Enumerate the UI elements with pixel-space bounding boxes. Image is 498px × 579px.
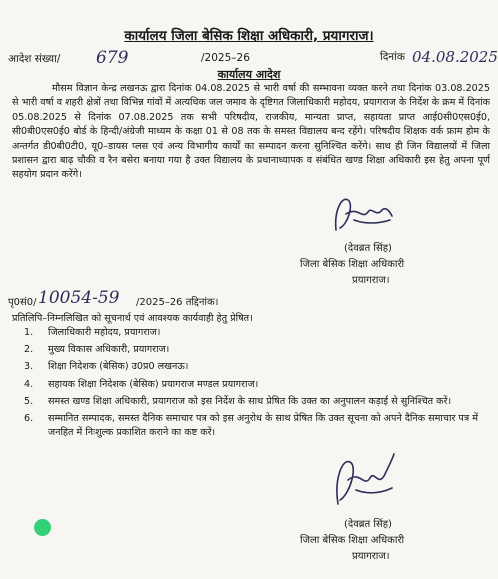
memo-reference-row bbox=[8, 288, 494, 310]
order-number-label: आदेश संख्या/ bbox=[8, 53, 61, 65]
signatory-place: प्रयागराज। bbox=[352, 275, 390, 286]
order-heading: कार्यालय आदेश bbox=[217, 68, 281, 81]
list-item: 2. मुख्य विकास अधिकारी, प्रयागराज। bbox=[24, 344, 170, 356]
signature-block-1 bbox=[300, 190, 490, 286]
copy-to-line: प्रतिलिपि–निम्नलिखित को सूचनार्थ एवं आवश्यक कार्यवाही हेतु प्रेषित। bbox=[12, 313, 253, 324]
office-title: कार्यालय जिला बेसिक शिक्षा अधिकारी, प्रयागराज। bbox=[124, 28, 374, 44]
order-body-paragraph: मौसम विज्ञान केन्द्र लखनऊ द्वारा दिनांक 04.08.2025 से भारी वर्षा की सम्भावना व्यक्त करने तथा दिनांक 03.08.2025 से भारी वर्षा व शहरी क्षेत्रों तथा विभिन्न गांवों में अत्यधिक जल जमाव के दृष्टिगत जिलाधिकारी महोदय, प्रयागराज के निर्देश के क्रम में दिनांक 05.08.2025 से दिनांक 07.08.2025 तक सभी परिषदीय, राजकीय, मान्यता प्राप्त, सहायता प्राप्त आई0सी0एस0ई0, सी0बी0एस0ई0 बोर्ड के हिन्दी/अंग्रेजी माध्यम के कक्षा 01 से 08 तक के समस्त विद्यालय बन्द रहेंगे। परिषदीय शिक्षक वर्क फ्राम होम के अन्तर्गत डी0बी0टी0, यू0–डायस प्लस एवं अन्य विभागीय कार्यों का सम्पादन करना सुनिश्चित करेंगे। साथ ही जिन विद्यालयों में जिला प्रशासन द्वारा बाढ़ चौकी व रैन बसेरा बनाया गया है उक्त विद्यालय के प्रधानाध्यापक व संबंधित खण्ड शिक्षा अधिकारी इस हेतु अपना पूर्ण सहयोग प्रदान करेंगे। bbox=[12, 83, 490, 181]
list-item: 6. सम्मानित सम्पादक, समस्त दैनिक समाचार पत्र को इस अनुरोध के साथ प्रेषित कि उक्त सूचना को अपने दैनिक समाचार पत्र में जनहित में निःशुल्क प्रकाशित कराने का कष्ट करें। bbox=[24, 413, 478, 439]
signature-scribble bbox=[328, 450, 398, 512]
memo-label: पृ0सं0/ bbox=[8, 297, 37, 308]
order-year: /2025–26 bbox=[201, 52, 250, 64]
signatory-place: प्रयागराज। bbox=[352, 551, 390, 562]
memo-year-date: /2025–26 तद्दिनांक। bbox=[136, 297, 219, 308]
order-number-handwritten: 679 bbox=[96, 48, 129, 68]
signatory-designation: जिला बेसिक शिक्षा अधिकारी bbox=[300, 535, 405, 546]
green-dot-marker bbox=[34, 519, 51, 536]
distribution-list bbox=[24, 326, 484, 443]
date-handwritten: 04.08.2025 bbox=[412, 48, 498, 66]
memo-number-handwritten: 10054-59 bbox=[38, 288, 120, 308]
list-item: 4. सहायक शिक्षा निदेशक (बेसिक) प्रयागराज मण्डल प्रयागराज। bbox=[24, 378, 259, 390]
date-label: दिनांक bbox=[380, 51, 405, 63]
list-item: 3. शिक्षा निदेशक (बेसिक) उ0प्र0 लखनऊ। bbox=[24, 361, 189, 373]
signatory-name: (देवब्रत सिंह) bbox=[344, 519, 392, 530]
signatory-designation: जिला बेसिक शिक्षा अधिकारी bbox=[300, 259, 405, 270]
signature-block-2 bbox=[300, 450, 490, 560]
list-item: 5. समस्त खण्ड शिक्षा अधिकारी, प्रयागराज को इस निर्देश के साथ प्रेषित कि उक्त का अनुपालन कड़ाई से सुनिश्चित करें। bbox=[24, 395, 452, 407]
signature-scribble bbox=[328, 190, 398, 238]
list-item: 1. जिलाधिकारी महोदय, प्रयागराज। bbox=[24, 327, 161, 338]
signatory-name: (देवब्रत सिंह) bbox=[344, 243, 392, 254]
